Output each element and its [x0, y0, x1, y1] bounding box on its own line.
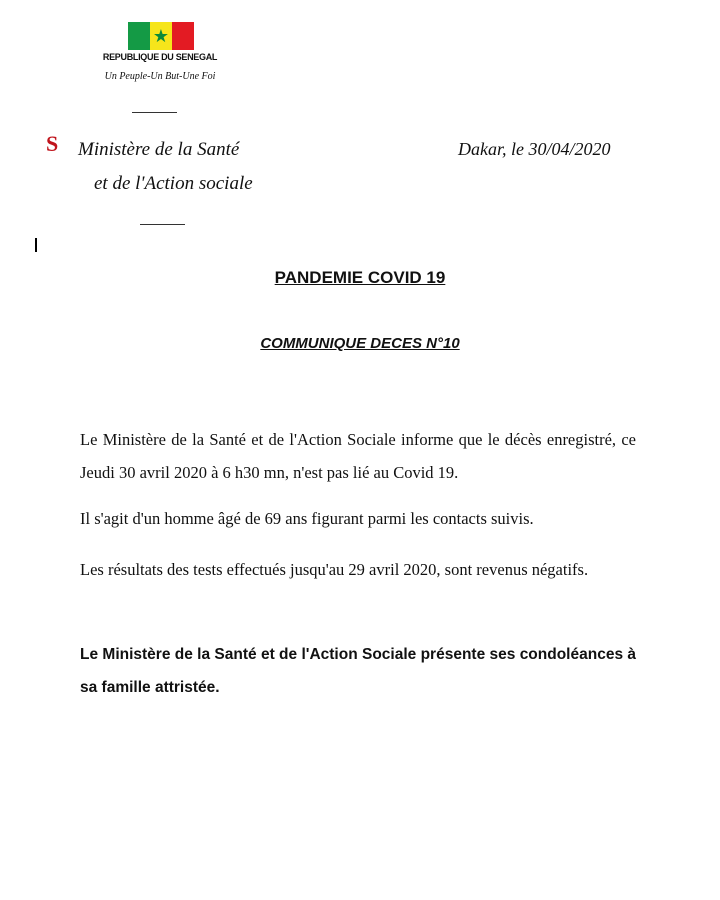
divider — [140, 224, 185, 225]
paragraph-3: Les résultats des tests effectués jusqu'au 29 avril 2020, sont revenus négatifs. — [80, 560, 589, 579]
closing-statement: Le Ministère de la Santé et de l'Action Sociale présente ses condoléances à sa famille attristée. — [80, 646, 636, 696]
ministry-name-line1: Ministère de la Santé — [78, 139, 240, 160]
ministry-logo-icon: S — [46, 131, 59, 156]
national-motto: Un Peuple-Un But-Une Foi — [104, 71, 216, 82]
document-title: PANDEMIE COVID 19 — [274, 268, 446, 287]
senegal-flag — [128, 22, 194, 50]
country-name: REPUBLIQUE DU SENEGAL — [102, 52, 218, 62]
document-subtitle: COMMUNIQUE DECES N°10 — [260, 335, 460, 352]
ministry-name-line2: et de l'Action sociale — [94, 173, 253, 194]
place-date: Dakar, le 30/04/2020 — [458, 139, 611, 159]
star-icon: ★ — [152, 26, 170, 46]
text-cursor — [35, 238, 37, 252]
paragraph-2: Il s'agit d'un homme âgé de 69 ans figurant parmi les contacts suivis. — [80, 509, 534, 528]
divider — [132, 112, 177, 113]
paragraph-1: Le Ministère de la Santé et de l'Action Sociale informe que le décès enregistré, ce Jeudi 30 avril 2020 à 6 h30 mn, n'est pas lié au Covid 19. — [80, 430, 636, 482]
